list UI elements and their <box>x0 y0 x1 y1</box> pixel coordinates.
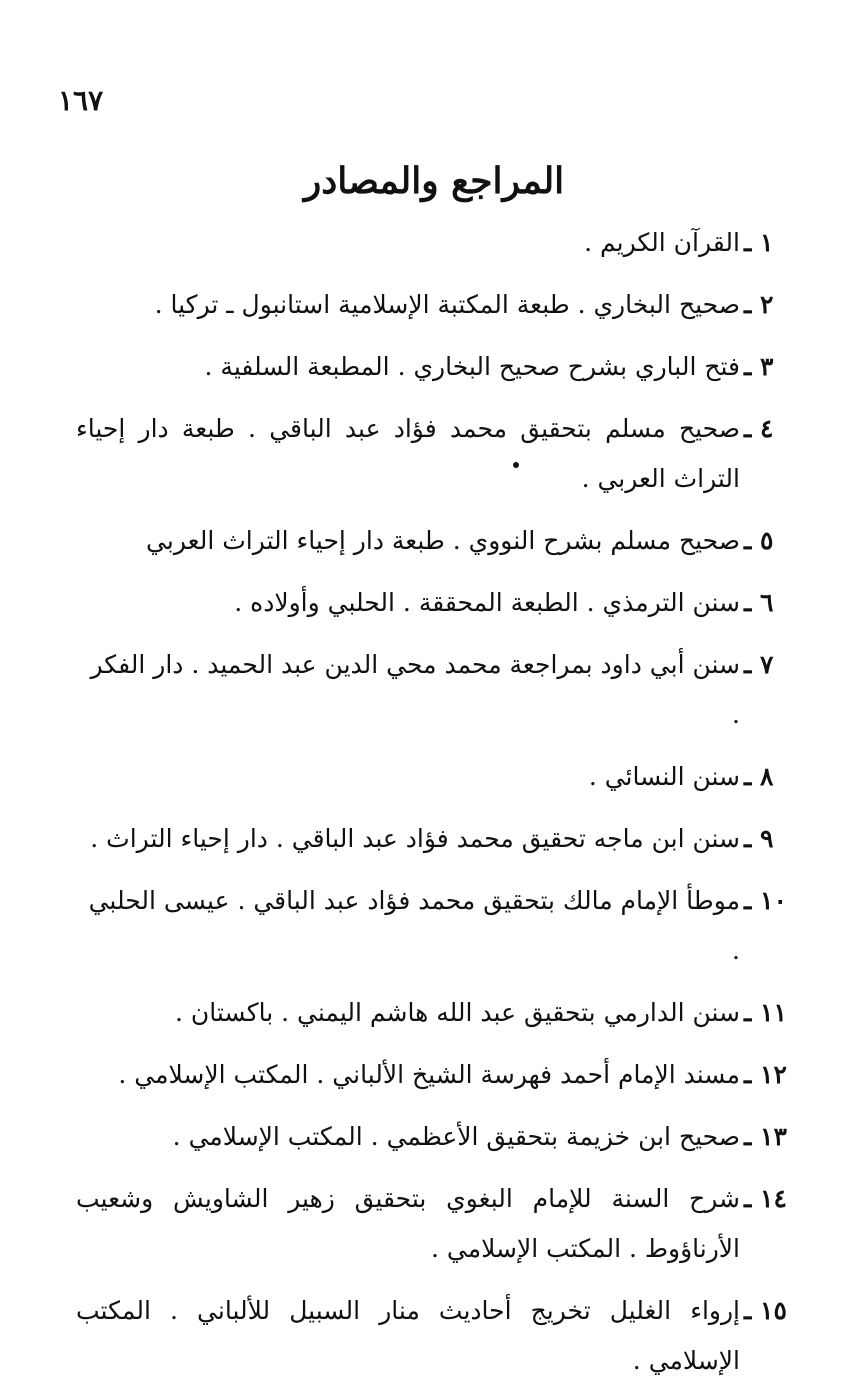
reference-item <box>76 1050 787 1100</box>
reference-item <box>76 1174 787 1274</box>
reference-item <box>76 578 774 628</box>
reference-text: صحيح البخاري . طبعة المكتبة الإسلامية استانبول ـ تركيا . <box>154 290 740 319</box>
reference-number: ٩ ـ <box>744 824 774 853</box>
reference-number: ٧ ـ <box>744 650 774 679</box>
reference-text: القرآن الكريم . <box>584 228 740 257</box>
reference-number: ٤ ـ <box>744 414 774 443</box>
page-title: المراجع والمصادر <box>303 160 565 202</box>
reference-text: إرواء الغليل تخريج أحاديث منار السبيل للألباني . المكتب الإسلامي . <box>76 1296 740 1375</box>
reference-text: سنن الدارمي بتحقيق عبد الله هاشم اليمني . باكستان . <box>174 998 740 1027</box>
reference-number: ١٣ ـ <box>744 1122 787 1151</box>
reference-item <box>76 1112 787 1162</box>
reference-text: صحيح ابن خزيمة بتحقيق الأعظمي . المكتب الإسلامي . <box>172 1122 740 1151</box>
reference-text: مسند الإمام أحمد فهرسة الشيخ الألباني . المكتب الإسلامي . <box>118 1060 740 1089</box>
reference-number: ٢ ـ <box>744 290 774 319</box>
reference-text: سنن الترمذي . الطبعة المحققة . الحلبي وأولاده . <box>234 588 740 617</box>
reference-number: ١٠ ـ <box>744 886 787 915</box>
reference-text: موطأ الإمام مالك بتحقيق محمد فؤاد عبد الباقي . عيسى الحلبي . <box>88 886 740 965</box>
reference-item <box>76 1286 787 1386</box>
page-number: ١٦٧ <box>58 84 104 117</box>
reference-text: شرح السنة للإمام البغوي بتحقيق زهير الشاويش وشعيب الأرناؤوط . المكتب الإسلامي . <box>76 1184 740 1263</box>
stray-dot-mark <box>513 462 519 468</box>
reference-text: فتح الباري بشرح صحيح البخاري . المطبعة السلفية . <box>204 352 740 381</box>
reference-text: سنن أبي داود بمراجعة محمد محي الدين عبد الحميد . دار الفكر . <box>90 650 740 729</box>
reference-item <box>76 404 774 504</box>
reference-number: ١١ ـ <box>744 998 787 1027</box>
reference-item <box>76 280 774 330</box>
reference-number: ٦ ـ <box>744 588 774 617</box>
reference-item <box>76 516 774 566</box>
reference-text: صحيح مسلم بشرح النووي . طبعة دار إحياء التراث العربي <box>146 526 740 555</box>
reference-item <box>76 640 774 740</box>
reference-text: سنن النسائي . <box>588 762 740 791</box>
reference-number: ١٢ ـ <box>744 1060 787 1089</box>
reference-number: ١٥ ـ <box>744 1296 787 1325</box>
reference-number: ٣ ـ <box>744 352 774 381</box>
reference-item <box>76 752 774 802</box>
reference-text: صحيح مسلم بتحقيق محمد فؤاد عبد الباقي . طبعة دار إحياء التراث العربي . <box>76 414 740 493</box>
reference-item <box>76 342 774 392</box>
reference-number: ٨ ـ <box>744 762 774 791</box>
reference-text: سنن ابن ماجه تحقيق محمد فؤاد عبد الباقي . دار إحياء التراث . <box>90 824 740 853</box>
reference-item <box>76 814 774 864</box>
reference-number: ٥ ـ <box>744 526 774 555</box>
reference-item <box>76 876 787 976</box>
reference-item <box>76 218 774 268</box>
reference-number: ١ ـ <box>744 228 774 257</box>
reference-item <box>76 988 787 1038</box>
reference-number: ١٤ ـ <box>744 1184 787 1213</box>
references-list <box>76 218 787 1398</box>
